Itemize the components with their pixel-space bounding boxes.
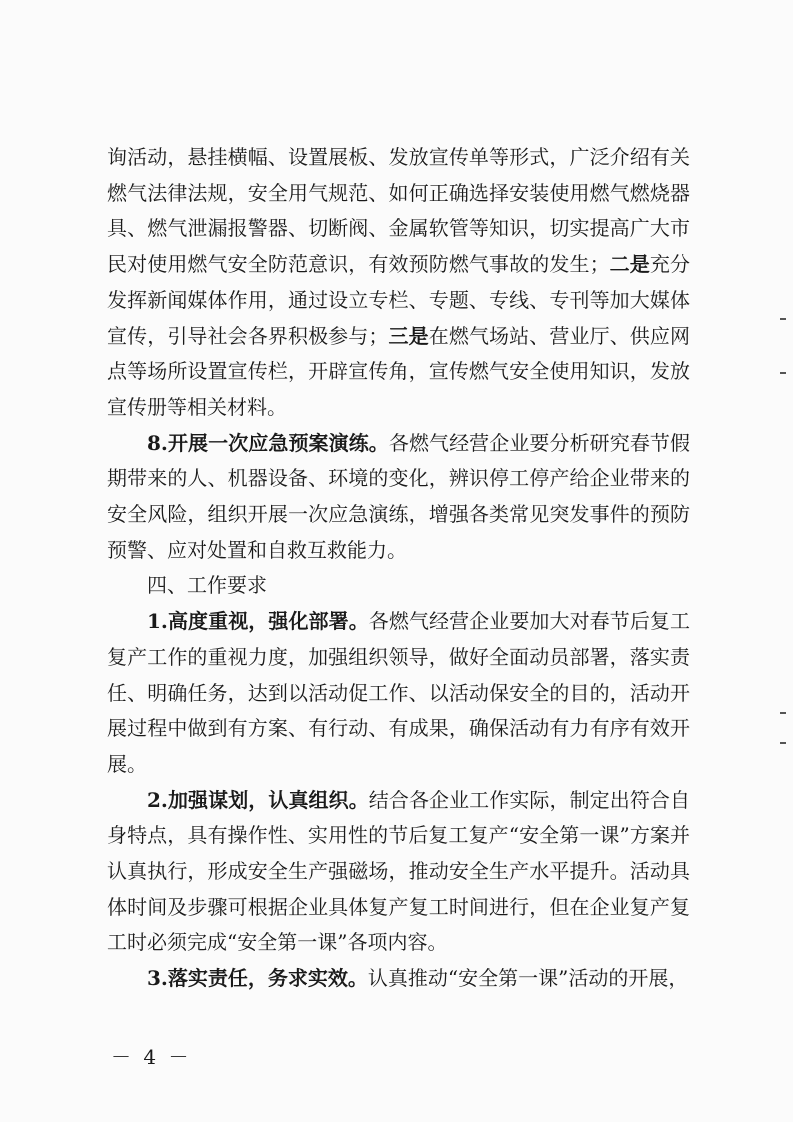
paragraph-text: 结合各企业工作实际，制定出符合自身特点，具有操作性、实用性的节后复工复产“安全第一课”方案并认真执行，形成安全生产强磁场，推动安全生产水平提升。活动具体时间及步骤可根据企业具体复产复工时间进行，但在企业复产复工时必须完成“安全第一课”各项内容。 — [107, 787, 690, 955]
paragraph-publicity — [107, 140, 690, 426]
paragraph-item-2 — [107, 783, 690, 962]
scan-mark — [780, 742, 786, 744]
item-title: 1.高度重视，强化部署。 — [147, 609, 369, 634]
scan-mark — [780, 372, 786, 374]
document-body — [107, 140, 690, 997]
paragraph-text: 各燃气经营企业要分析研究春节假期带来的人、机器设备、环境的变化，辨识停工停产给企业带来的安全风险，组织开展一次应急演练，增强各类常见突发事件的预防预警、应对处置和自救互救能力。 — [107, 430, 690, 562]
paragraph-item-8 — [107, 426, 690, 569]
section-heading: 四、工作要求 — [147, 573, 267, 598]
paragraph-text: 充分发挥新闻媒体作用，通过设立专栏、专题、专线、专刊等加大媒体宣传，引导社会各界积极参与； — [107, 252, 691, 348]
paragraph-item-1 — [107, 604, 690, 783]
emphasis-third: 三是 — [388, 323, 429, 348]
item-title: 2.加强谋划，认真组织。 — [147, 787, 369, 812]
item-title: 3.落实责任，务求实效。 — [147, 966, 368, 991]
paragraph-text: 各燃气经营企业要加大对春节后复工复产工作的重视力度，加强组织领导，做好全面动员部署，落实责任、明确任务，达到以活动促工作、以活动保安全的目的，活动开展过程中做到有方案、有行动、有成果，确保活动有力有序有效开展。 — [107, 609, 690, 776]
item-title: 8.开展一次应急预案演练。 — [147, 430, 389, 455]
paragraph-text: 询活动，悬挂横幅、设置展板、发放宣传单等形式，广泛介绍有关燃气法律法规，安全用气规范、如何正确选择安装使用燃气燃烧器具、燃气泄漏报警器、切断阀、金属软管等知识，切实提高广大市民对使用燃气安全防范意识，有效预防燃气事故的发生； — [107, 145, 690, 277]
scan-mark — [780, 712, 786, 714]
page-number: － 4 － — [111, 1045, 192, 1069]
emphasis-second: 二是 — [609, 252, 650, 277]
paragraph-text: 在燃气场站、营业厅、供应网点等场所设置宣传栏，开辟宣传角，宣传燃气安全使用知识，发放宣传册等相关材料。 — [107, 323, 691, 419]
paragraph-text: 认真推动“安全第一课”活动的开展， — [367, 966, 689, 991]
paragraph-item-3 — [107, 961, 690, 997]
scan-mark — [780, 318, 786, 320]
